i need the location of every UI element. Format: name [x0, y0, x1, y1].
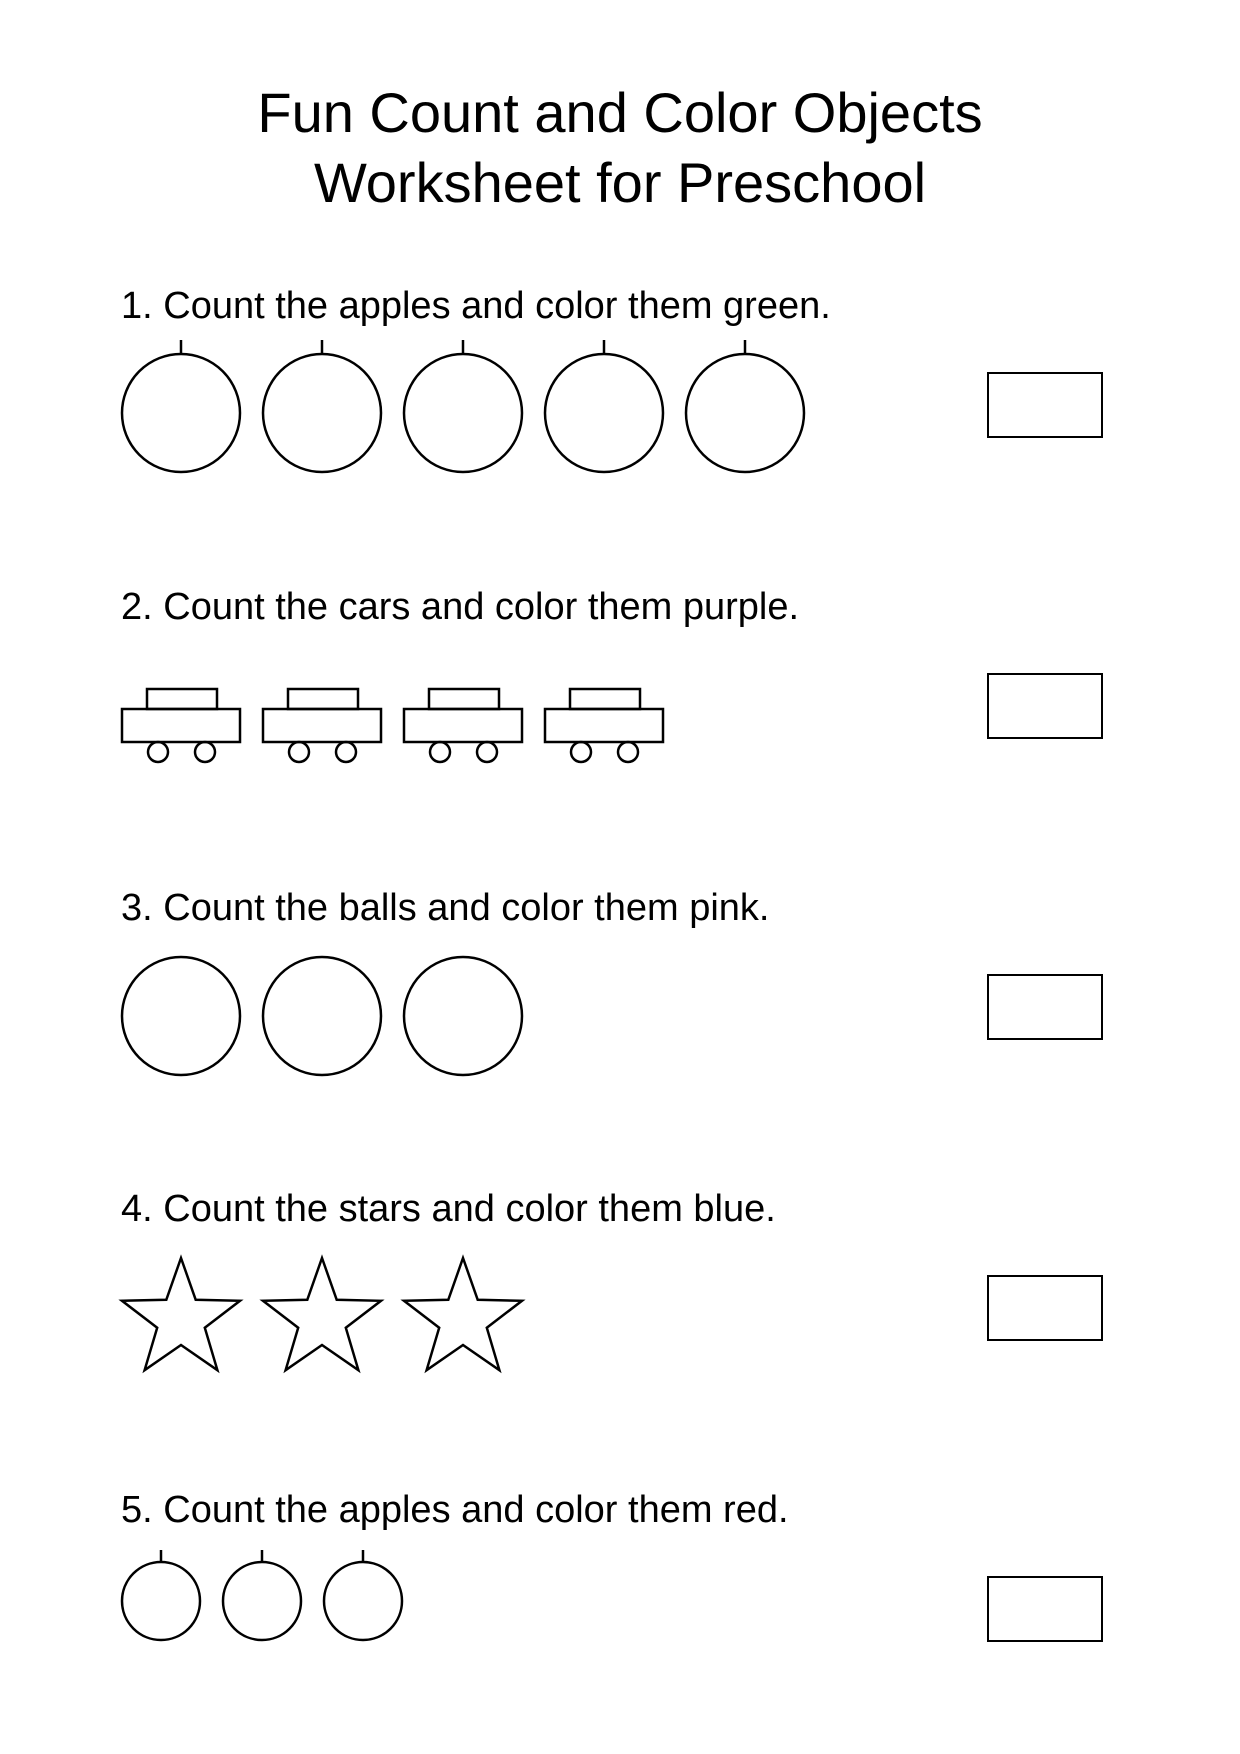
star-4-2[interactable] [263, 1258, 381, 1370]
apple-1-5[interactable] [686, 340, 804, 472]
title-line-2: Worksheet for Preschool [313, 151, 927, 214]
small-apple-5-2[interactable] [223, 1550, 301, 1640]
ball-3-2[interactable] [263, 957, 381, 1075]
question-2-label: 2. Count the cars and color them purple. [121, 586, 800, 628]
car-2-4[interactable] [545, 689, 663, 762]
apple-1-2[interactable] [263, 340, 381, 472]
ball-3-3[interactable] [404, 957, 522, 1075]
question-5-label: 5. Count the apples and color them red. [121, 1489, 789, 1531]
apple-1-4[interactable] [545, 340, 663, 472]
question-4-label: 4. Count the stars and color them blue. [121, 1188, 776, 1230]
small-apple-5-1[interactable] [122, 1550, 200, 1640]
star-4-1[interactable] [122, 1258, 240, 1370]
apple-1-3[interactable] [404, 340, 522, 472]
title-line-1: Fun Count and Color Objects [257, 81, 983, 144]
ball-3-1[interactable] [122, 957, 240, 1075]
small-apple-5-3[interactable] [324, 1550, 402, 1640]
question-1-label: 1. Count the apples and color them green. [121, 285, 831, 327]
car-2-3[interactable] [404, 689, 522, 762]
star-4-3[interactable] [404, 1258, 522, 1370]
car-2-2[interactable] [263, 689, 381, 762]
apple-1-1[interactable] [122, 340, 240, 472]
question-3-label: 3. Count the balls and color them pink. [121, 887, 770, 929]
car-2-1[interactable] [122, 689, 240, 762]
